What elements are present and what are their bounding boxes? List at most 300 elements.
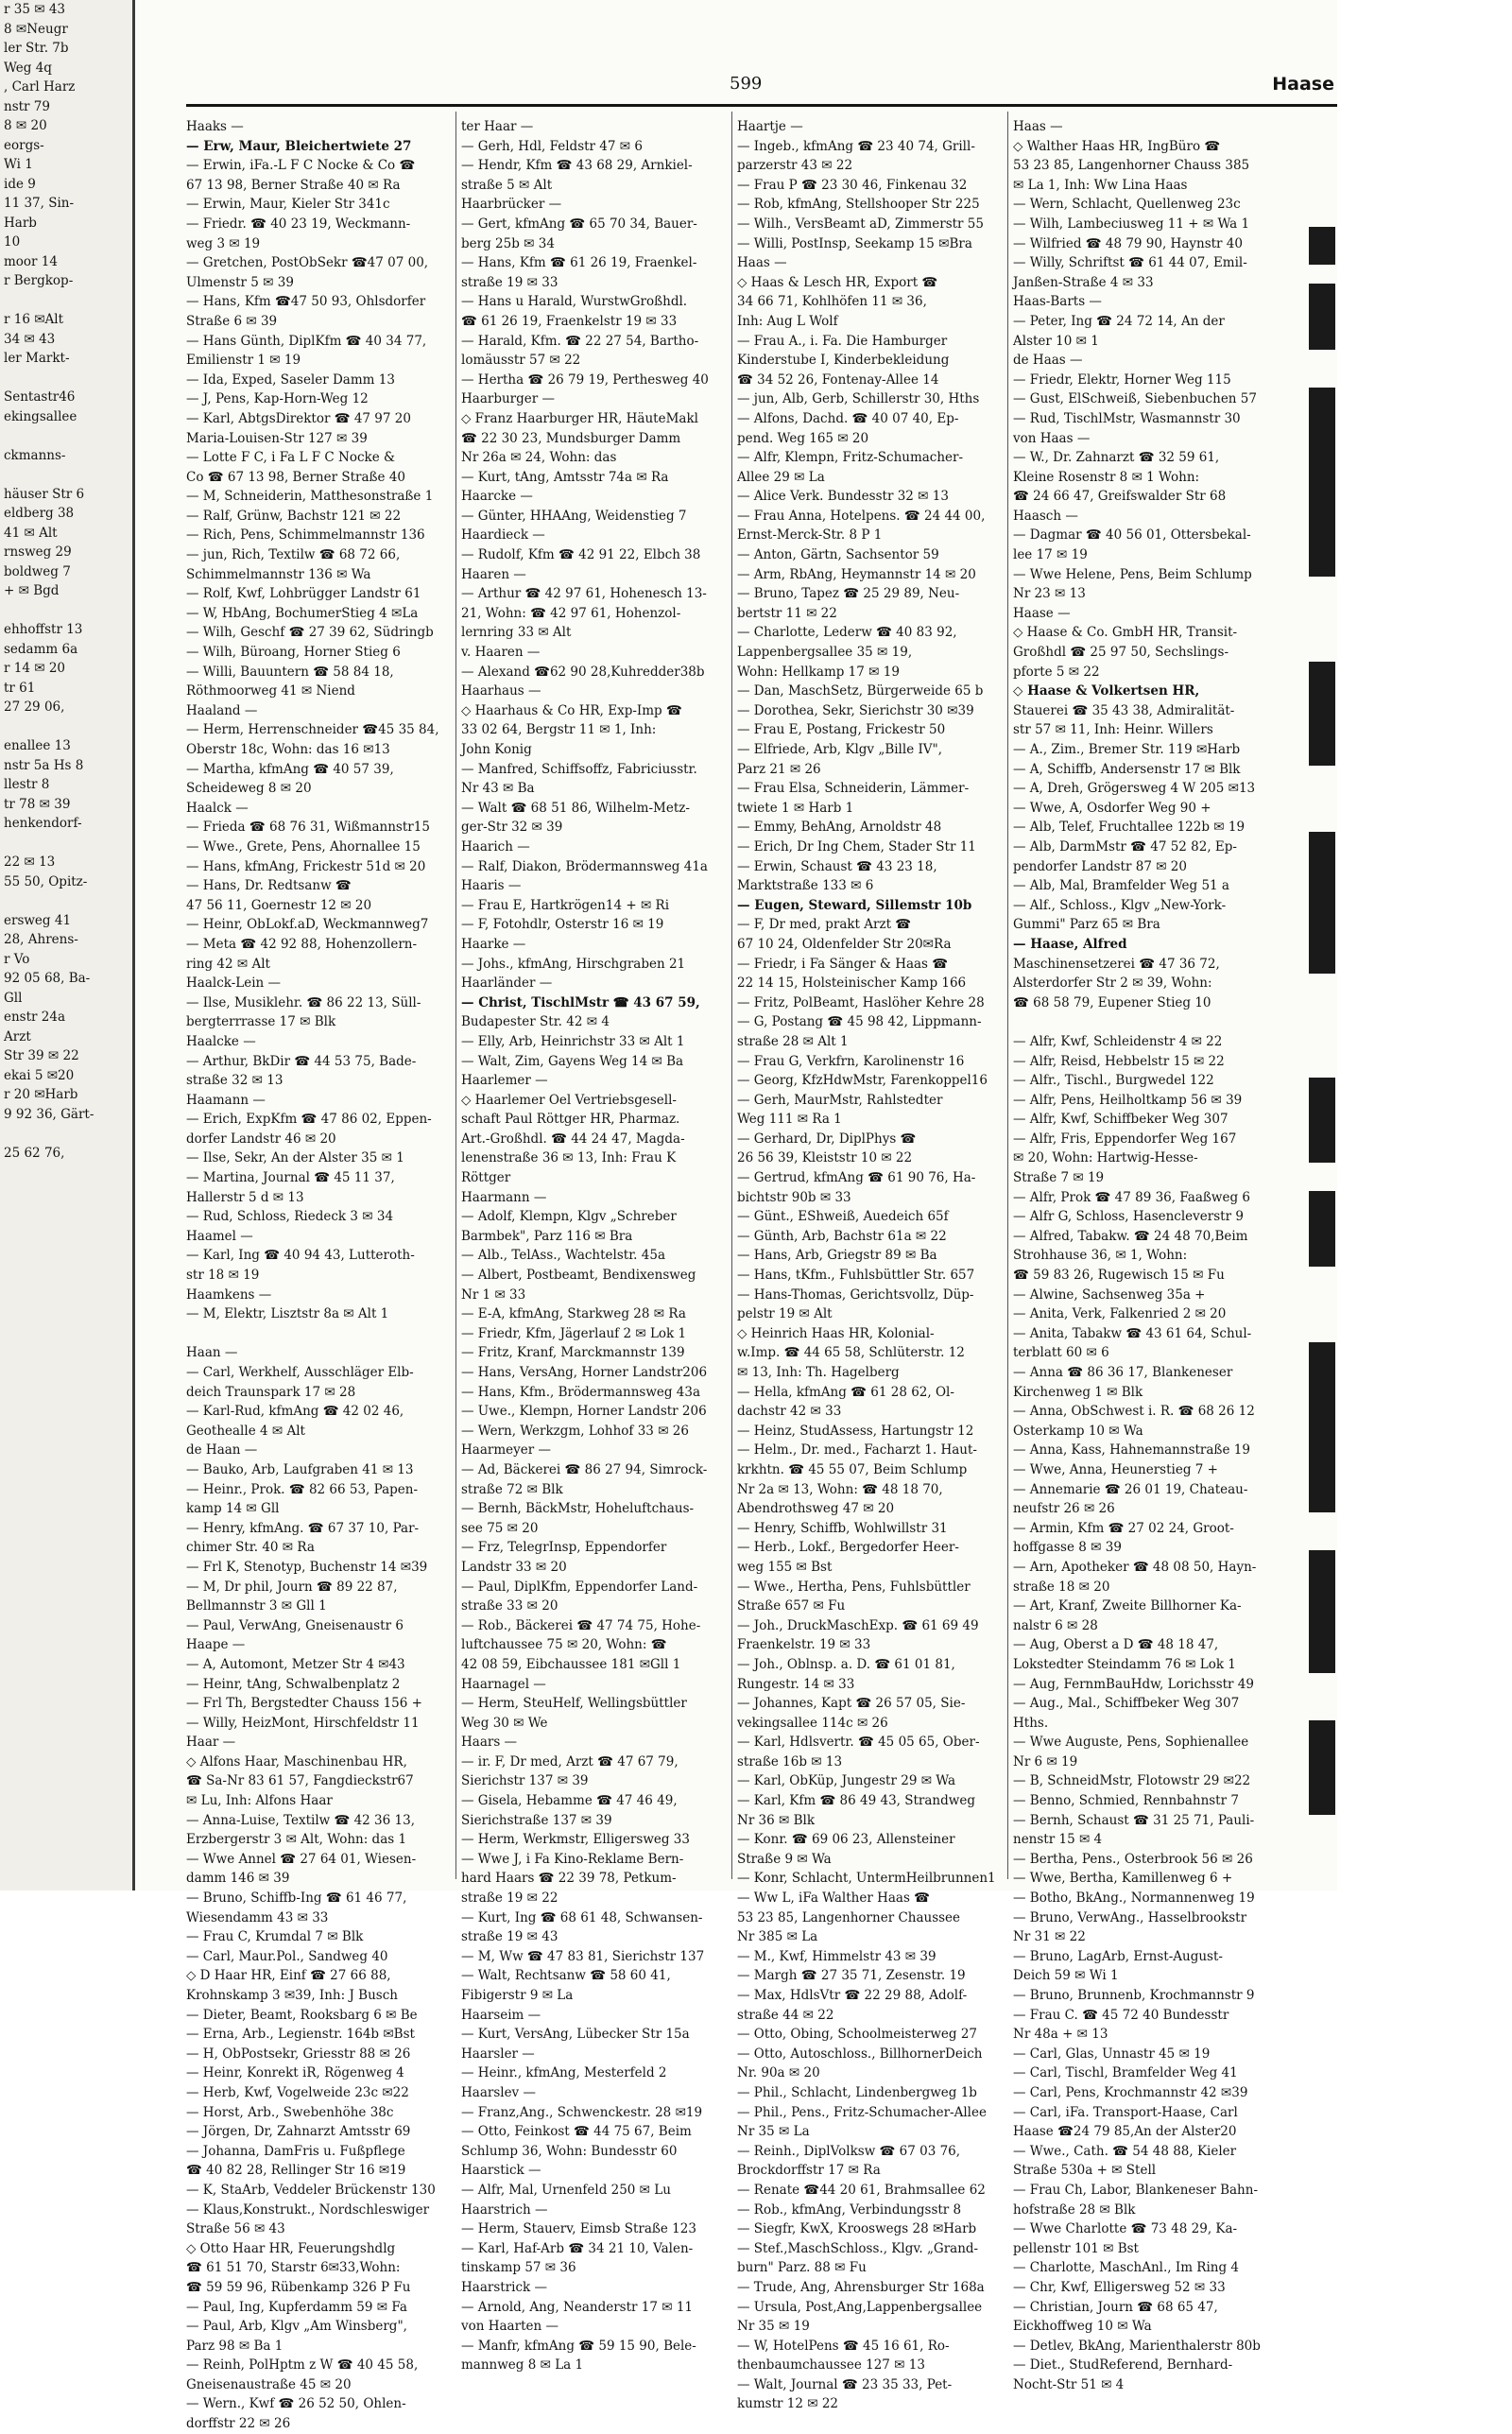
directory-entry: — Wwe Helene, Pens, Beim Schlump (1013, 566, 1252, 582)
directory-entry: — Kurt, tAng, Amtsstr 74a ✉ Ra (461, 469, 669, 485)
directory-entry: straße 33 ✉ 20 (461, 1598, 558, 1614)
directory-entry: — A, Automont, Metzer Str 4 ✉43 (186, 1656, 405, 1672)
directory-entry: Haalck — (186, 800, 249, 816)
directory-entry: — Carl, iFa. Transport-Haase, Carl (1013, 2104, 1238, 2120)
directory-entry: — Wwe, Bertha, Kamillenweg 6 + (1013, 1871, 1233, 1887)
directory-entry: — Paul, Arb, Klgv „Am Winsberg", (186, 2319, 407, 2335)
directory-entry: — Peter, Ing ☎ 24 72 14, An der (1013, 313, 1225, 329)
directory-entry: — Anita, Tabakw ☎ 43 61 64, Schul- (1013, 1325, 1252, 1341)
directory-entry: Lokstedter Steindamm 76 ✉ Lok 1 (1013, 1656, 1236, 1672)
directory-entry: — Erwin, iFa.-L F C Nocke & Co ☎ (186, 158, 416, 174)
directory-entry: Weg 30 ✉ We (461, 1715, 548, 1731)
directory-entry: — Alfr, Pens, Heilholtkamp 56 ✉ 39 (1013, 1092, 1243, 1108)
directory-entry: damm 146 ✉ 39 (186, 1871, 290, 1887)
directory-entry: — Alfr, Prok ☎ 47 89 36, Faaßweg 6 (1013, 1189, 1250, 1205)
directory-entry: — Alf., Schloss., Klgv „New-York- (1013, 897, 1227, 913)
directory-entry: — Alb, Mal, Bramfelder Weg 51 a (1013, 878, 1229, 894)
directory-entry: Haaland — (186, 702, 258, 718)
directory-entry: Rungestr. 14 ✉ 33 (737, 1676, 855, 1692)
directory-entry: Maschinensetzerei ☎ 47 36 72, (1013, 956, 1220, 972)
directory-entry: — Herm, Werkmstr, Elligersweg 33 (461, 1832, 690, 1848)
directory-entry: Straße 56 ✉ 43 (186, 2221, 285, 2237)
directory-entry (186, 1324, 447, 1344)
directory-entry: kumstr 12 ✉ 22 (737, 2396, 839, 2412)
directory-entry: — Anna, Kass, Hahnemannstraße 19 (1013, 1442, 1250, 1459)
directory-entry: Alsterdorfer Str 2 ✉ 39, Wohn: (1013, 975, 1212, 992)
directory-entry: weg 3 ✉ 19 (186, 235, 261, 251)
directory-entry: Röttger (461, 1170, 511, 1186)
directory-entry: ring 42 ✉ Alt (186, 956, 270, 972)
directory-entry: John Konig (461, 742, 532, 757)
directory-entry: — B, SchneidMstr, Flotowstr 29 ✉22 (1013, 1773, 1251, 1789)
directory-entry: — Frau E, Postang, Frickestr 50 (737, 722, 946, 738)
directory-entry: — Margh ☎ 27 35 71, Zesenstr. 19 (737, 1968, 966, 1984)
directory-entry: — Gerh, MaurMstr, Rahlstedter (737, 1092, 943, 1108)
directory-entry: — Karl, Ing ☎ 40 94 43, Lutteroth- (186, 1248, 415, 1264)
directory-entry: — F, Dr med, prakt Arzt ☎ (737, 917, 912, 933)
directory-entry: — Wwe, A, Osdorfer Weg 90 + (1013, 800, 1211, 816)
directory-entry: Landstr 33 ✉ 20 (461, 1559, 567, 1575)
margin-fragment-line: r 20 ✉Harb (4, 1087, 78, 1102)
directory-entry: — Johs., kfmAng, Hirschgraben 21 (461, 956, 686, 972)
directory-entry: — Bernh, Schaust ☎ 31 25 71, Pauli- (1013, 1812, 1255, 1828)
directory-entry: Haaks — (186, 119, 244, 134)
directory-entry: ☎ 68 58 79, Eupener Stieg 10 (1013, 994, 1211, 1010)
directory-entry: lernring 33 ✉ Alt (461, 625, 572, 641)
directory-entry: — Friedr, i Fa Sänger & Haas ☎ (737, 956, 949, 972)
directory-entry: — Paul, DiplKfm, Eppendorfer Land- (461, 1579, 698, 1595)
directory-entry: — Karl, ObKüp, Jungestr 29 ✉ Wa (737, 1773, 956, 1789)
directory-entry: — Detlev, BkAng, Marienthalerstr 80b (1013, 2338, 1261, 2354)
margin-fragment-line: nstr 79 (4, 98, 50, 114)
directory-entry: Haalcke — (186, 1033, 256, 1049)
directory-entry: Co ☎ 67 13 98, Berner Straße 40 (186, 469, 405, 485)
directory-entry: — Wwe Auguste, Pens, Sophienallee (1013, 1735, 1249, 1751)
directory-entry: — Frl Th, Bergstedter Chauss 156 + (186, 1696, 422, 1712)
directory-entry: bergterrrasse 17 ✉ Blk (186, 1014, 336, 1030)
directory-entry: burn" Parz. 88 ✉ Fu (737, 2260, 867, 2276)
directory-entry: — Wilfried ☎ 48 79 90, Haynstr 40 (1013, 235, 1243, 251)
directory-entry: — Meta ☎ 42 92 88, Hohenzollern- (186, 936, 418, 952)
directory-entry: — Günth, Arb, Bachstr 61a ✉ 22 (737, 1228, 947, 1244)
directory-entry: Inh: Aug L Wolf (737, 313, 838, 329)
directory-entry: — Anna ☎ 86 36 17, Blankeneser (1013, 1365, 1233, 1380)
margin-fragment-line: 34 ✉ 43 (4, 331, 56, 347)
directory-entry: — Diet., StudReferend, Bernhard- (1013, 2357, 1233, 2374)
directory-entry: — Ad, Bäckerei ☎ 86 27 94, Simrock- (461, 1461, 708, 1477)
directory-entry: — Rudolf, Kfm ☎ 42 91 22, Elbch 38 (461, 547, 701, 563)
directory-entry: ☎ 61 51 70, Starstr 6✉33,Wohn: (186, 2260, 401, 2276)
margin-fragment-line: r 35 ✉ 43 (4, 2, 65, 17)
directory-entry: — Karl, Haf-Arb ☎ 34 21 10, Valen- (461, 2240, 694, 2256)
edge-tab-mark (1309, 388, 1335, 577)
margin-fragment-line: boldweg 7 (4, 563, 71, 579)
directory-entry: — J, Pens, Kap-Horn-Weg 12 (186, 391, 369, 407)
directory-entry: — Otto, Autoschloss., BillhornerDeich (737, 2046, 983, 2062)
directory-entry: — Paul, VerwAng, Gneisenaustr 6 (186, 1617, 404, 1633)
directory-entry: mannweg 8 ✉ La 1 (461, 2357, 584, 2374)
directory-entry: — jun, Alb, Gerb, Schillerstr 30, Hths (737, 391, 980, 407)
directory-entry: Großhdl ☎ 25 97 50, Sechslings- (1013, 645, 1229, 661)
directory-entry: — Erna, Arb., Legienstr. 164b ✉Bst (186, 2027, 415, 2043)
directory-entry: Nr 26a ✉ 24, Wohn: das (461, 450, 617, 466)
directory-entry: ✉ 20, Wohn: Hartwig-Hesse- (1013, 1150, 1198, 1166)
directory-entry: — Frau Anna, Hotelpens. ☎ 24 44 00, (737, 508, 986, 524)
directory-entry: Sierichstr 137 ✉ 39 (461, 1773, 589, 1789)
directory-entry: — M, Ww ☎ 47 83 81, Sierichstr 137 (461, 1948, 705, 1964)
directory-entry: ◇ Haarlemer Oel Vertriebsgesell- (461, 1092, 677, 1108)
directory-entry: Haas — (1013, 119, 1063, 134)
directory-entry: — Joh., Oblnsp. a. D. ☎ 61 01 81, (737, 1656, 955, 1672)
directory-entry: — Hans, Kfm ☎ 61 26 19, Fraenkel- (461, 255, 697, 271)
directory-entry: — Bruno, VerwAng., Hasselbrookstr (1013, 1909, 1247, 1925)
directory-entry: — Anita, Verk, Falkenried 2 ✉ 20 (1013, 1306, 1227, 1322)
directory-entry: — Paul, Ing, Kupferdamm 59 ✉ Fa (186, 2299, 407, 2315)
directory-entry: — Frau Elsa, Schneiderin, Lämmer- (737, 781, 970, 797)
directory-entry: Haarcke — (461, 489, 533, 505)
margin-fragment-line (0, 465, 132, 485)
directory-entry: — Martina, Journal ☎ 45 11 37, (186, 1170, 395, 1186)
directory-entry: — Erich, ExpKfm ☎ 47 86 02, Eppen- (186, 1112, 432, 1128)
directory-entry: — Gust, ElSchweiß, Siebenbuchen 57 (1013, 391, 1257, 407)
directory-entry: — Carl, Maur.Pol., Sandweg 40 (186, 1948, 388, 1964)
directory-entry: — Phil., Pens., Fritz-Schumacher-Allee (737, 2104, 987, 2120)
directory-entry: — Helm., Dr. med., Facharzt 1. Haut- (737, 1442, 977, 1459)
directory-entry: — Phil., Schlacht, Lindenbergweg 1b (737, 2084, 977, 2100)
directory-entry: — Gerh, Hdl, Feldstr 47 ✉ 6 (461, 138, 643, 154)
directory-entry: Straße 530a + ✉ Stell (1013, 2163, 1157, 2179)
directory-entry: Haarslev — (461, 2084, 536, 2100)
column-2 (461, 117, 722, 2374)
directory-entry: Wiesendamm 43 ✉ 33 (186, 1909, 329, 1925)
directory-entry: — Frieda ☎ 68 76 31, Wißmannstr15 (186, 820, 430, 836)
directory-entry: — Carl, Glas, Unnastr 45 ✉ 19 (1013, 2046, 1211, 2062)
directory-entry: Straße 657 ✉ Fu (737, 1598, 846, 1614)
directory-entry: — Dan, MaschSetz, Bürgerweide 65 b (737, 683, 984, 699)
directory-entry: — Wwe., Hertha, Pens, Fuhlsbüttler (737, 1579, 971, 1595)
directory-entry: — Friedr, Elektr, Horner Weg 115 (1013, 371, 1231, 388)
directory-entry: Haape — (186, 1637, 246, 1653)
directory-entry: Nr 35 ✉ La (737, 2124, 810, 2140)
directory-entry: pend. Weg 165 ✉ 20 (737, 430, 869, 446)
directory-entry: — Henry, kfmAng. ☎ 67 37 10, Par- (186, 1520, 420, 1536)
directory-entry: Strohhause 36, ✉ 1, Wohn: (1013, 1248, 1188, 1264)
directory-entry: — Fritz, Kranf, Marckmannstr 139 (461, 1345, 685, 1361)
directory-entry: Barmbek", Parz 116 ✉ Bra (461, 1228, 633, 1244)
directory-entry: — Alwine, Sachsenweg 35a + (1013, 1286, 1206, 1303)
directory-entry: Geothealle 4 ✉ Alt (186, 1423, 305, 1439)
directory-entry: — Carl, Werkhelf, Ausschläger Elb- (186, 1365, 414, 1380)
directory-entry: — Frau A., i. Fa. Die Hamburger (737, 333, 948, 349)
directory-entry: — Jörgen, Dr, Zahnarzt Amtsstr 69 (186, 2124, 411, 2140)
edge-tab-mark (1309, 1720, 1335, 1815)
directory-entry: ✉ Lu, Inh: Alfons Haar (186, 1793, 333, 1809)
directory-entry: Haasch — (1013, 508, 1078, 524)
edge-tab-mark (1309, 662, 1335, 766)
margin-fragment-line: rnsweg 29 (4, 544, 72, 560)
directory-entry: — Herm, SteuHelf, Wellingsbüttler (461, 1696, 687, 1712)
margin-fragment-line: ekingsallee (4, 408, 77, 424)
margin-fragment-line: häuser Str 6 (4, 486, 85, 502)
directory-entry: — Arthur ☎ 42 97 61, Hohenesch 13- (461, 586, 707, 602)
directory-entry: Haarseim — (461, 2007, 541, 2023)
directory-entry: — Martha, kfmAng ☎ 40 57 39, (186, 761, 394, 777)
directory-entry: Haas-Barts — (1013, 294, 1102, 310)
directory-entry: — Gerhard, Dr, DiplPhys ☎ (737, 1131, 917, 1147)
directory-entry: ☎ 61 26 19, Fraenkelstr 19 ✉ 33 (461, 313, 678, 329)
directory-entry: — M., Kwf, Himmelstr 43 ✉ 39 (737, 1948, 936, 1964)
directory-page (134, 0, 1337, 2432)
directory-entry: — Rud, Schloss, Riedeck 3 ✉ 34 (186, 1209, 394, 1225)
directory-entry: — Frau C, Krumdal 7 ✉ Blk (186, 1929, 364, 1945)
directory-entry: Bellmannstr 3 ✉ Gll 1 (186, 1598, 327, 1614)
directory-entry: — Wern, Werkzgm, Lohhof 33 ✉ 26 (461, 1423, 689, 1439)
directory-entry: — Willy, Schriftst ☎ 61 44 07, Emil- (1013, 255, 1247, 271)
margin-fragment-line (0, 891, 132, 911)
directory-entry: Haarnagel — (461, 1676, 546, 1692)
directory-entry: Stauerei ☎ 35 43 38, Admiralität- (1013, 702, 1235, 718)
directory-entry: ☎ 59 59 96, Rübenkamp 326 P Fu (186, 2279, 411, 2295)
directory-entry: Nr 385 ✉ La (737, 1929, 818, 1945)
directory-entry: — Kurt, Ing ☎ 68 61 48, Schwansen- (461, 1909, 703, 1925)
directory-entry: — Erwin, Schaust ☎ 43 23 18, (737, 858, 937, 874)
directory-entry: Krohnskamp 3 ✉39, Inh: J Busch (186, 1988, 398, 2003)
directory-entry: — Johanna, DamFris u. Fußpflege (186, 2143, 405, 2159)
directory-entry: — Aug, FernmBauHdw, Lorichsstr 49 (1013, 1676, 1254, 1692)
directory-entry: — Gert, kfmAng ☎ 65 70 34, Bauer- (461, 216, 697, 232)
directory-entry: Haaris — (461, 878, 522, 894)
directory-entry: Nr 6 ✉ 19 (1013, 1753, 1078, 1769)
margin-fragment-line: enstr 24a (4, 1010, 66, 1025)
directory-entry: — Rob., Bäckerei ☎ 47 74 75, Hohe- (461, 1617, 701, 1633)
margin-fragment-line (0, 369, 132, 388)
directory-entry: — W., Dr. Zahnarzt ☎ 32 59 61, (1013, 450, 1220, 466)
directory-entry: — W, HbAng, BochumerStieg 4 ✉La (186, 605, 419, 621)
directory-entry: Haarhaus — (461, 683, 541, 699)
directory-entry: — Alice Verk. Bundesstr 32 ✉ 13 (737, 489, 949, 505)
directory-entry: — Hans-Thomas, Gerichtsvollz, Düp- (737, 1286, 974, 1303)
column-1 (186, 117, 447, 2432)
directory-entry: Haarmann — (461, 1189, 547, 1205)
directory-entry: — Ingeb., kfmAng ☎ 23 40 74, Grill- (737, 138, 975, 154)
margin-fragment-line: 11 37, Sin- (4, 196, 75, 211)
directory-entry: — Carl, Pens, Krochmannstr 42 ✉39 (1013, 2084, 1248, 2100)
directory-entry: straße 18 ✉ 20 (1013, 1579, 1110, 1595)
directory-entry: — Rolf, Kwf, Lohbrügger Landstr 61 (186, 586, 421, 602)
directory-entry: — Frau P ☎ 23 30 46, Finkenau 32 (737, 177, 968, 193)
column-divider (455, 112, 456, 1879)
margin-fragment-line (0, 426, 132, 446)
directory-entry: ☎ 34 52 26, Fontenay-Allee 14 (737, 371, 939, 388)
directory-entry: — Wwe, Anna, Heunerstieg 7 + (1013, 1461, 1218, 1477)
directory-entry: 67 13 98, Berner Straße 40 ✉ Ra (186, 177, 401, 193)
directory-entry: — Johannes, Kapt ☎ 26 57 05, Sie- (737, 1696, 966, 1712)
directory-entry: — M, Elektr, Lisztstr 8a ✉ Alt 1 (186, 1306, 389, 1322)
directory-entry: Haase — (1013, 605, 1071, 621)
directory-entry: Haamkens — (186, 1286, 272, 1303)
directory-entry: pelstr 19 ✉ Alt (737, 1306, 833, 1322)
edge-tab-mark (1309, 832, 1335, 974)
directory-entry: — Bruno, Brunnenb, Krochmannstr 9 (1013, 1988, 1255, 2003)
margin-fragment-line: eldberg 38 (4, 506, 75, 521)
directory-entry: — Trude, Ang, Ahrensburger Str 168a (737, 2279, 985, 2295)
directory-entry: Röthmoorweg 41 ✉ Niend (186, 683, 355, 699)
margin-fragment-line: eorgs- (4, 137, 44, 153)
directory-entry: — W, HotelPens ☎ 45 16 61, Ro- (737, 2338, 950, 2354)
directory-entry: — Aug, Oberst a D ☎ 48 18 47, (1013, 1637, 1219, 1653)
directory-entry (1013, 1012, 1274, 1032)
directory-entry: hofstraße 28 ✉ Blk (1013, 2201, 1136, 2218)
edge-tab-mark (1309, 284, 1335, 350)
directory-entry: ◇ Walther Haas HR, IngBüro ☎ (1013, 138, 1221, 154)
directory-entry: — Ilse, Sekr, An der Alster 35 ✉ 1 (186, 1150, 404, 1166)
directory-entry: — Aug., Mal., Schiffbeker Weg 307 (1013, 1696, 1240, 1712)
directory-entry: — Wwe., Grete, Pens, Ahornallee 15 (186, 838, 421, 854)
directory-entry: — Heinr, Konrekt iR, Rögenweg 4 (186, 2065, 404, 2081)
directory-entry: — Gisela, Hebamme ☎ 47 46 49, (461, 1793, 678, 1809)
directory-entry: Haarke — (461, 936, 526, 952)
directory-entry: — Elly, Arb, Heinrichstr 33 ✉ Alt 1 (461, 1033, 685, 1049)
header-rule (186, 104, 1337, 107)
directory-entry: Weg 111 ✉ Ra 1 (737, 1112, 842, 1128)
directory-entry: — Dorothea, Sekr, Sierichstr 30 ✉39 (737, 702, 974, 718)
directory-entry: — Karl, Hdlsvertr. ☎ 45 05 65, Ober- (737, 1735, 980, 1751)
directory-entry: 34 66 71, Kohlhöfen 11 ✉ 36, (737, 294, 927, 310)
directory-entry: chimer Str. 40 ✉ Ra (186, 1540, 315, 1556)
directory-entry: krkhtn. ☎ 45 55 07, Beim Schlump (737, 1461, 968, 1477)
directory-entry: — Bernh, BäckMstr, Hoheluftchaus- (461, 1501, 695, 1517)
directory-entry: Haarburger — (461, 391, 555, 407)
directory-entry: ✉ 13, Inh: Th. Hagelberg (737, 1365, 900, 1380)
directory-entry: — Hertha ☎ 26 79 19, Perthesweg 40 (461, 371, 709, 388)
margin-fragment-line: Harb (4, 215, 37, 231)
directory-entry: — Herb., Lokf., Bergedorfer Heer- (737, 1540, 959, 1556)
margin-fragment-line: llestr 8 (4, 777, 50, 792)
directory-entry: Straße 6 ✉ 39 (186, 313, 278, 329)
directory-entry: Haardieck — (461, 527, 545, 544)
directory-entry: Haas — (737, 255, 787, 271)
directory-entry: de Haas — (1013, 353, 1083, 369)
column-divider (1007, 112, 1008, 1879)
directory-entry: straße 32 ✉ 13 (186, 1073, 284, 1089)
margin-fragment-line: tr 78 ✉ 39 (4, 796, 71, 812)
directory-entry: — Haase, Alfred (1013, 936, 1127, 952)
directory-entry: — Wwe., Cath. ☎ 54 48 88, Kieler (1013, 2143, 1237, 2159)
directory-entry: 33 02 64, Bergstr 11 ✉ 1, Inh: (461, 722, 657, 738)
directory-entry: Nr 35 ✉ 19 (737, 2319, 810, 2335)
directory-entry: — Klaus,Konstrukt., Nordschleswiger (186, 2201, 430, 2218)
directory-entry: parzerstr 43 ✉ 22 (737, 158, 853, 174)
directory-entry: Haarstrich — (461, 2201, 548, 2218)
margin-fragment-line: ide 9 (4, 176, 36, 192)
edge-tab-mark (1309, 1078, 1335, 1163)
directory-entry: — A, Dreh, Grögersweg 4 W 205 ✉13 (1013, 781, 1256, 797)
directory-entry: Ernst-Merck-Str. 8 P 1 (737, 527, 883, 544)
directory-entry: — M, Schneiderin, Matthesonstraße 1 (186, 489, 434, 505)
directory-entry: — Renate ☎44 20 61, Brahmsallee 62 (737, 2182, 986, 2198)
directory-entry: Erzbergerstr 3 ✉ Alt, Wohn: das 1 (186, 1832, 407, 1848)
directory-entry: — Rich, Pens, Schimmelmannstr 136 (186, 527, 425, 544)
directory-entry: — Stef.,MaschSchloss., Klgv. „Grand- (737, 2240, 979, 2256)
directory-entry: ✉ La 1, Inh: Ww Lina Haas (1013, 177, 1188, 193)
directory-entry: — Bruno, Schiffb-Ing ☎ 61 46 77, (186, 1890, 407, 1907)
directory-entry: ◇ Heinrich Haas HR, Kolonial- (737, 1325, 935, 1341)
directory-entry: Oberstr 18c, Wohn: das 16 ✉13 (186, 742, 390, 757)
margin-fragment-line: 8 ✉ 20 (4, 118, 47, 133)
directory-entry: — Hans u Harald, WurstwGroßhdl. (461, 294, 688, 310)
directory-entry: v. Haaren — (461, 645, 541, 661)
directory-entry: — Alfr, Klempn, Fritz-Schumacher- (737, 450, 964, 466)
directory-entry: — Erwin, Maur, Kieler Str 341c (186, 197, 390, 213)
directory-entry: — A, Schiffb, Andersenstr 17 ✉ Blk (1013, 761, 1241, 777)
directory-entry: — Hans, VersAng, Horner Landstr206 (461, 1365, 708, 1380)
directory-entry: — E-A, kfmAng, Starkweg 28 ✉ Ra (461, 1306, 686, 1322)
directory-entry: Haarstrick — (461, 2279, 547, 2295)
margin-fragment-line: 25 62 76, (4, 1145, 65, 1161)
directory-entry: — Alexand ☎62 90 28,Kuhredder38b (461, 664, 705, 680)
directory-entry: — Heinr., Prok. ☎ 82 66 53, Papen- (186, 1481, 419, 1497)
directory-entry: — Rob., kfmAng, Verbindungsstr 8 (737, 2201, 962, 2218)
right-edge-tabs (1307, 170, 1337, 1890)
directory-entry: — Frl K, Stenotyp, Buchenstr 14 ✉39 (186, 1559, 428, 1575)
directory-entry: bertstr 11 ✉ 22 (737, 605, 837, 621)
directory-entry: — Reinh, PolHptm z W ☎ 40 45 58, (186, 2357, 419, 2374)
directory-entry: Ulmenstr 5 ✉ 39 (186, 274, 294, 290)
directory-entry: straße 44 ✉ 22 (737, 2007, 834, 2023)
directory-entry: — H, ObPostsekr, Griesstr 88 ✉ 26 (186, 2046, 411, 2062)
directory-entry: — Anna-Luise, Textilw ☎ 42 36 13, (186, 1812, 415, 1828)
directory-entry: von Haas — (1013, 430, 1091, 446)
directory-entry: — Armin, Kfm ☎ 27 02 24, Groot- (1013, 1520, 1234, 1536)
directory-entry: ◇ Haarhaus & Co HR, Exp-Imp ☎ (461, 702, 682, 718)
directory-entry: 22 14 15, Holsteinischer Kamp 166 (737, 975, 967, 992)
directory-entry: lenenstraße 36 ✉ 13, Inh: Frau K (461, 1150, 677, 1166)
directory-entry: — Charlotte, MaschAnl., Im Ring 4 (1013, 2260, 1239, 2276)
directory-entry: Emilienstr 1 ✉ 19 (186, 353, 301, 369)
directory-entry: see 75 ✉ 20 (461, 1520, 539, 1536)
edge-tab-mark (1309, 1342, 1335, 1512)
directory-entry: — Franz,Ang., Schwenckestr. 28 ✉19 (461, 2104, 703, 2120)
directory-entry: — Joh., DruckMaschExp. ☎ 61 69 49 (737, 1617, 979, 1633)
directory-entry: ☎ Sa-Nr 83 61 57, Fangdieckstr67 (186, 1773, 414, 1789)
directory-entry: ☎ 24 66 47, Greifswalder Str 68 (1013, 489, 1227, 505)
directory-entry: — Wilh, Geschf ☎ 27 39 62, Südringb (186, 625, 434, 641)
directory-entry: nenstr 15 ✉ 4 (1013, 1832, 1103, 1848)
directory-entry: — Wwe Annel ☎ 27 64 01, Wiesen- (186, 1851, 417, 1867)
directory-entry: Budapester Str. 42 ✉ 4 (461, 1014, 610, 1030)
directory-entry: — Walt ☎ 68 51 86, Wilhelm-Metz- (461, 800, 690, 816)
page-number: 599 (730, 74, 763, 94)
directory-entry: — Gertrud, kfmAng ☎ 61 90 76, Ha- (737, 1170, 976, 1186)
directory-entry: Deich 59 ✉ Wi 1 (1013, 1968, 1119, 1984)
margin-fragment-line: henkendorf- (4, 816, 82, 831)
directory-entry: ◇ Otto Haar HR, Feuerungshdlg (186, 2240, 396, 2256)
directory-entry: Abendrothsweg 47 ✉ 20 (737, 1501, 895, 1517)
margin-fragment-line: r Bergkop- (4, 273, 74, 288)
directory-entry: — Dagmar ☎ 40 56 01, Ottersbekal- (1013, 527, 1251, 544)
directory-entry: — Erich, Dr Ing Chem, Stader Str 11 (737, 838, 976, 854)
directory-entry: Maria-Louisen-Str 127 ✉ 39 (186, 430, 368, 446)
directory-entry: — Alfr, Fris, Eppendorfer Weg 167 (1013, 1131, 1237, 1147)
directory-entry: — Erw, Maur, Bleichertwiete 27 (186, 138, 412, 154)
directory-entry: — Christ, TischlMstr ☎ 43 67 59, (461, 994, 700, 1010)
directory-entry: Haar — (186, 1735, 236, 1751)
directory-entry: Allee 29 ✉ La (737, 469, 825, 485)
directory-entry: ger-Str 32 ✉ 39 (461, 820, 563, 836)
directory-entry: — Friedr, Kfm, Jägerlauf 2 ✉ Lok 1 (461, 1325, 687, 1341)
directory-entry: ◇ Franz Haarburger HR, HäuteMakl (461, 410, 698, 426)
margin-fragment-line: Sentastr46 (4, 389, 76, 405)
